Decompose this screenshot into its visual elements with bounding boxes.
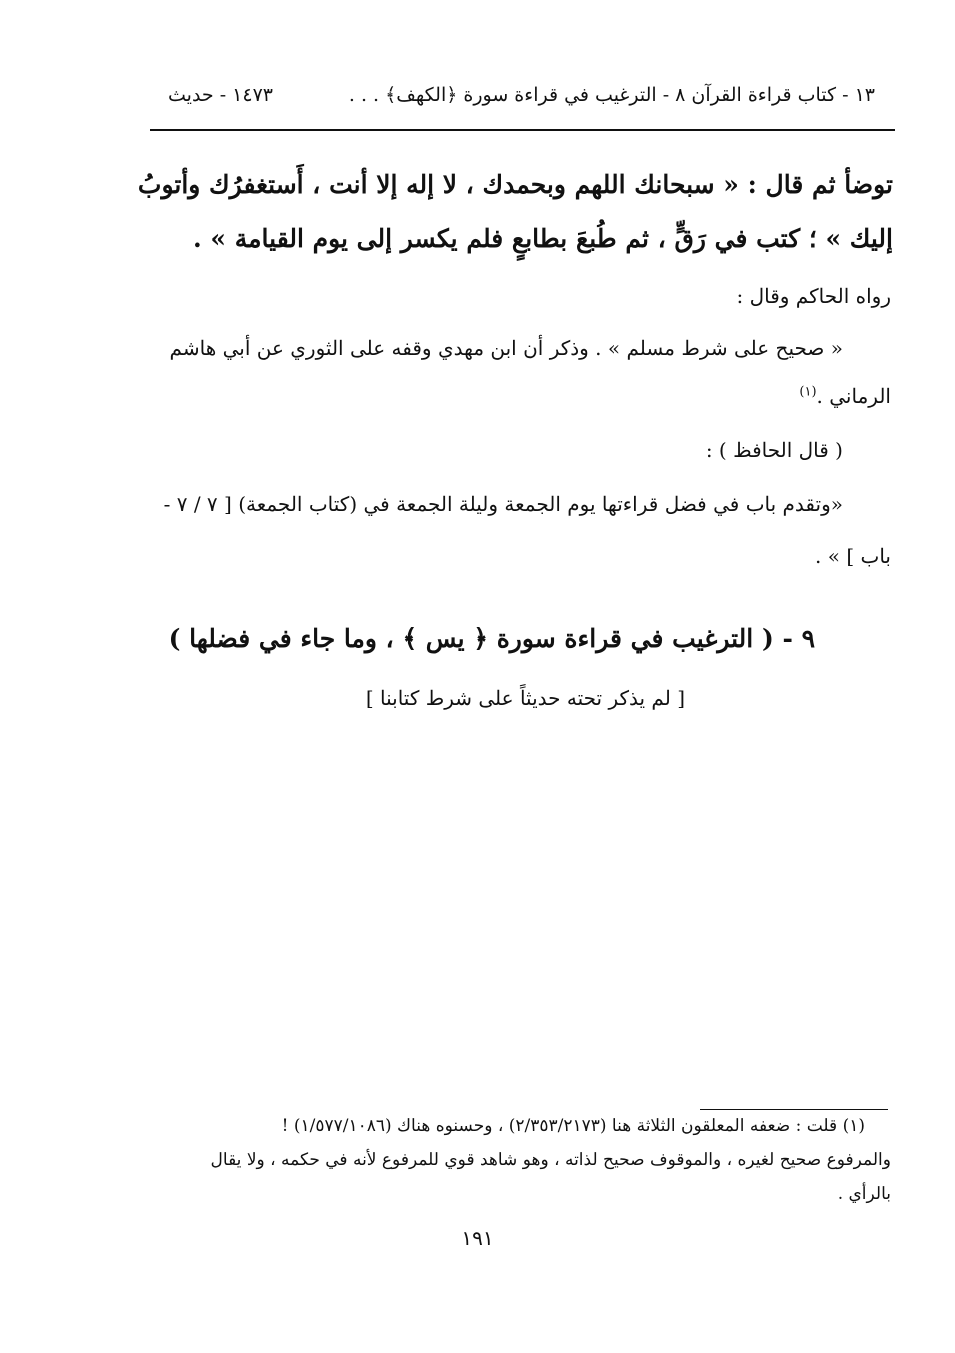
running-header-hadith-number: ١٤٧٣ - حديث	[168, 84, 273, 106]
grading-line-1: « صحيح على شرط مسلم » . وذكر أن ابن مهدي وقفه على الثوري عن أبي هاشم	[169, 336, 843, 360]
footnote-line-3: بالرأي .	[837, 1184, 891, 1204]
footnote-line-2: والمرفوع صحيح لغيره ، والموقوف صحيح لذاته ، وهو شاهد قوي للمرفوع لأنه في حكمه ، ولا يقال	[210, 1150, 891, 1170]
hafiz-comment-line-1: «وتقدم باب في فضل قراءتها يوم الجمعة وليلة الجمعة في (كتاب الجمعة) [ ٧ / ٧ -	[163, 492, 843, 516]
footnote-line-1: (١) قلت : ضعفه المعلقون الثلاثة هنا (٢/٣٥٣/٢١٧٣) ، وحسنوه هناك (١/٥٧٧/١٠٨٦) !	[281, 1116, 865, 1136]
narration-source: رواه الحاكم وقال :	[736, 284, 891, 308]
footnote-reference: (١)	[799, 384, 817, 400]
hadith-text-line-2: إليك » ؛ كتب في رَقٍّ ، ثم طُبعَ بطابعٍ فلم يكسر إلى يوم القيامة » .	[193, 224, 893, 253]
page-number: ١٩١	[461, 1226, 494, 1250]
header-divider	[150, 129, 895, 131]
footnote-divider	[700, 1109, 888, 1110]
hafiz-label: ( قال الحافظ ) :	[705, 438, 843, 462]
running-header-chapter: ١٣ - كتاب قراءة القرآن ٨ - الترغيب في قراءة سورة ﴿الكهف﴾ . . .	[348, 84, 875, 106]
section-heading: ٩ - ( الترغيب في قراءة سورة ﴿ يس ﴾ ، وما جاء في فضلها )	[168, 624, 815, 653]
section-note: [ لم يذكر تحته حديثاً على شرط كتابنا ]	[365, 686, 685, 710]
grading-line-2	[799, 384, 891, 408]
grading-line-2-text: الرماني .	[816, 384, 891, 408]
hafiz-comment-line-2: باب ] » .	[815, 544, 891, 568]
hadith-text-line-1: توضأ ثم قال : « سبحانك اللهم وبحمدك ، لا إله إلا أنت ، أَستغفرُك وأتوبُ	[137, 170, 893, 199]
